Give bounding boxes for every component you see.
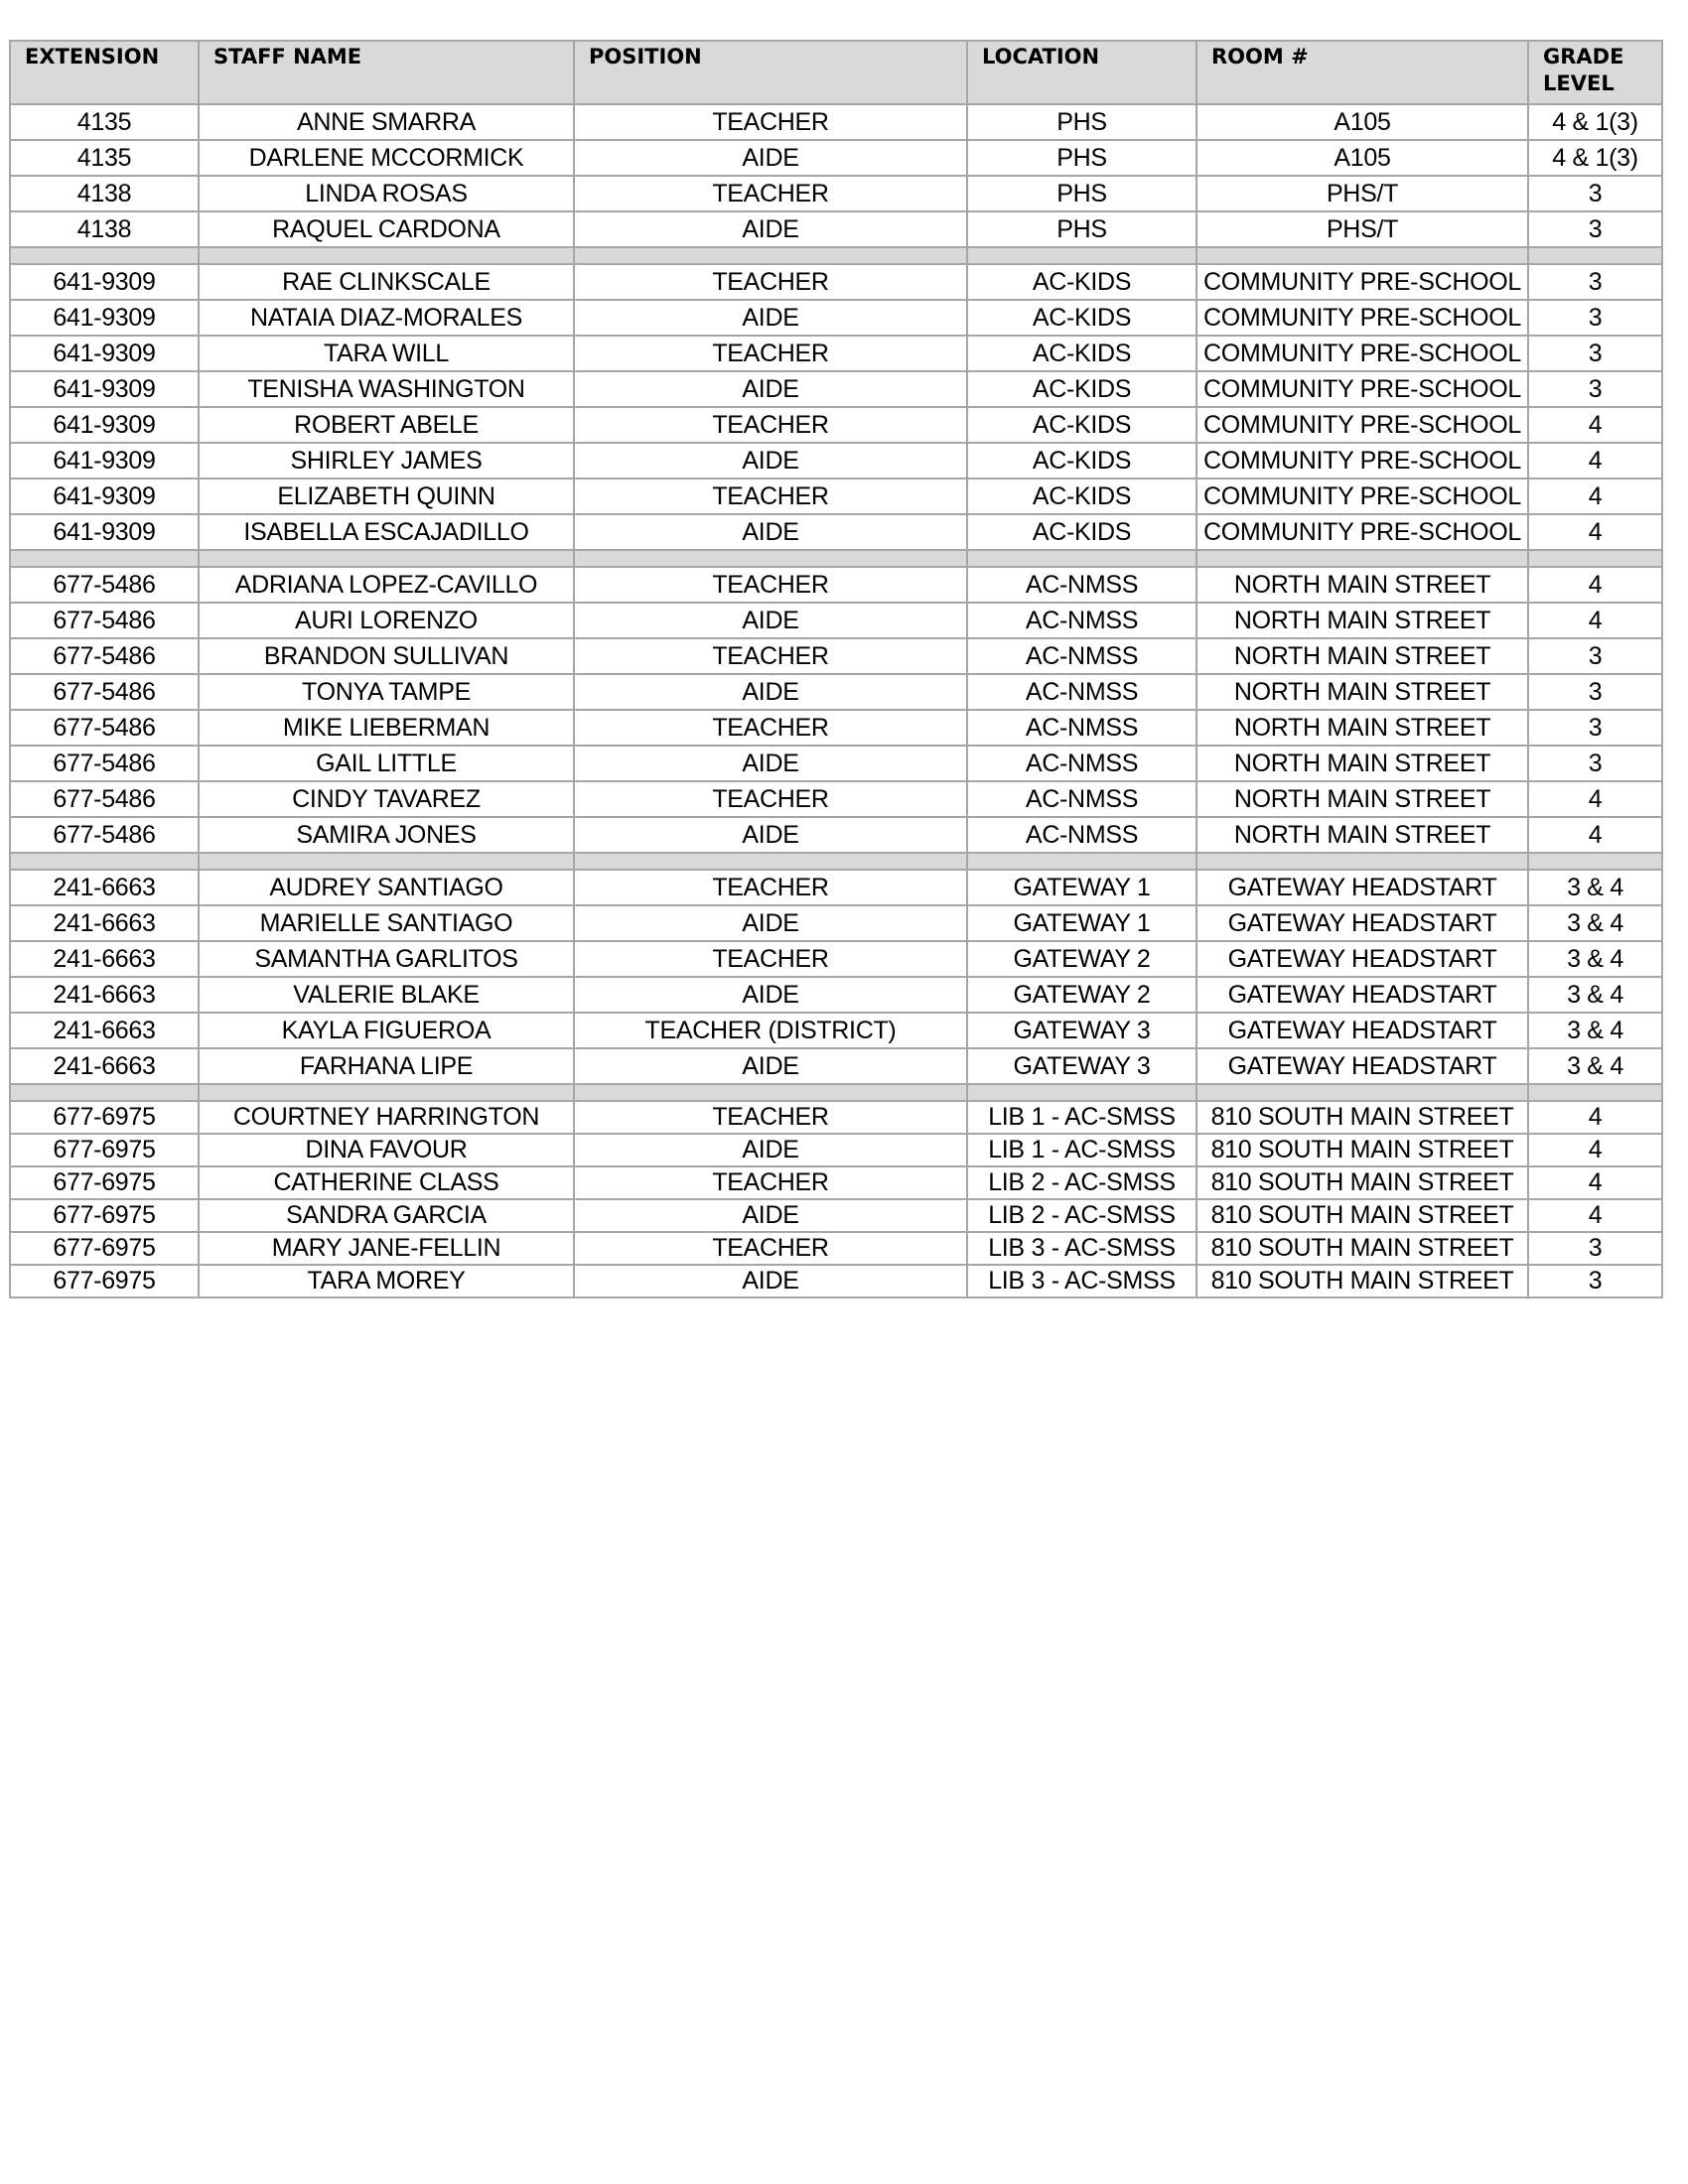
cell-staff-name: ROBERT ABELE: [199, 407, 574, 443]
cell-extension: 677-5486: [10, 746, 199, 781]
cell-location: GATEWAY 3: [967, 1048, 1196, 1084]
cell-grade-level: 3: [1528, 674, 1662, 710]
cell-extension: 641-9309: [10, 336, 199, 371]
cell-room: COMMUNITY PRE-SCHOOL: [1196, 478, 1528, 514]
group-separator: [10, 247, 1662, 264]
cell-staff-name: RAQUEL CARDONA: [199, 211, 574, 247]
cell-position: TEACHER: [574, 567, 967, 603]
cell-location: AC-KIDS: [967, 264, 1196, 300]
cell-room: GATEWAY HEADSTART: [1196, 941, 1528, 977]
cell-grade-level: 3: [1528, 638, 1662, 674]
cell-room: 810 SOUTH MAIN STREET: [1196, 1134, 1528, 1166]
cell-staff-name: TONYA TAMPE: [199, 674, 574, 710]
cell-extension: 677-6975: [10, 1101, 199, 1134]
table-row: [10, 603, 1662, 638]
header-location: LOCATION: [967, 41, 1196, 104]
cell-location: GATEWAY 1: [967, 870, 1196, 905]
cell-room: NORTH MAIN STREET: [1196, 567, 1528, 603]
table-row: [10, 371, 1662, 407]
cell-position: TEACHER: [574, 870, 967, 905]
cell-staff-name: SANDRA GARCIA: [199, 1199, 574, 1232]
cell-staff-name: ELIZABETH QUINN: [199, 478, 574, 514]
cell-position: TEACHER: [574, 104, 967, 140]
cell-room: NORTH MAIN STREET: [1196, 781, 1528, 817]
cell-room: A105: [1196, 104, 1528, 140]
cell-room: GATEWAY HEADSTART: [1196, 1048, 1528, 1084]
separator-cell: [574, 853, 967, 870]
cell-extension: 677-5486: [10, 567, 199, 603]
cell-extension: 677-5486: [10, 603, 199, 638]
cell-staff-name: ADRIANA LOPEZ-CAVILLO: [199, 567, 574, 603]
cell-grade-level: 3: [1528, 211, 1662, 247]
cell-extension: 677-5486: [10, 710, 199, 746]
cell-location: AC-KIDS: [967, 300, 1196, 336]
cell-staff-name: CINDY TAVAREZ: [199, 781, 574, 817]
table-row: [10, 1199, 1662, 1232]
cell-staff-name: TENISHA WASHINGTON: [199, 371, 574, 407]
table-row: [10, 104, 1662, 140]
cell-room: PHS/T: [1196, 211, 1528, 247]
cell-extension: 4138: [10, 211, 199, 247]
table-body: [10, 104, 1662, 1297]
cell-staff-name: AUDREY SANTIAGO: [199, 870, 574, 905]
cell-position: TEACHER: [574, 781, 967, 817]
separator-cell: [1528, 550, 1662, 567]
separator-cell: [967, 853, 1196, 870]
header-row: [10, 41, 1662, 104]
table-row: [10, 140, 1662, 176]
cell-extension: 4135: [10, 104, 199, 140]
cell-staff-name: FARHANA LIPE: [199, 1048, 574, 1084]
cell-location: AC-NMSS: [967, 781, 1196, 817]
separator-cell: [574, 1084, 967, 1101]
cell-extension: 677-5486: [10, 817, 199, 853]
separator-cell: [574, 550, 967, 567]
cell-staff-name: AURI LORENZO: [199, 603, 574, 638]
separator-cell: [1528, 247, 1662, 264]
cell-position: TEACHER: [574, 264, 967, 300]
cell-grade-level: 4: [1528, 514, 1662, 550]
cell-location: AC-KIDS: [967, 371, 1196, 407]
cell-grade-level: 3 & 4: [1528, 870, 1662, 905]
cell-extension: 4135: [10, 140, 199, 176]
cell-staff-name: VALERIE BLAKE: [199, 977, 574, 1013]
table-row: [10, 1101, 1662, 1134]
cell-grade-level: 4: [1528, 478, 1662, 514]
cell-staff-name: DARLENE MCCORMICK: [199, 140, 574, 176]
separator-cell: [967, 550, 1196, 567]
cell-location: LIB 2 - AC-SMSS: [967, 1166, 1196, 1199]
cell-position: AIDE: [574, 140, 967, 176]
group-separator: [10, 1084, 1662, 1101]
separator-cell: [1196, 550, 1528, 567]
cell-extension: 641-9309: [10, 514, 199, 550]
cell-position: AIDE: [574, 1134, 967, 1166]
table-row: [10, 336, 1662, 371]
cell-position: AIDE: [574, 211, 967, 247]
cell-grade-level: 3: [1528, 746, 1662, 781]
separator-cell: [199, 853, 574, 870]
cell-location: LIB 1 - AC-SMSS: [967, 1101, 1196, 1134]
table-row: [10, 1166, 1662, 1199]
cell-staff-name: RAE CLINKSCALE: [199, 264, 574, 300]
separator-cell: [1196, 853, 1528, 870]
cell-extension: 4138: [10, 176, 199, 211]
cell-extension: 677-5486: [10, 674, 199, 710]
cell-grade-level: 3: [1528, 264, 1662, 300]
cell-staff-name: MARIELLE SANTIAGO: [199, 905, 574, 941]
table-row: [10, 407, 1662, 443]
cell-grade-level: 3: [1528, 336, 1662, 371]
separator-cell: [10, 1084, 199, 1101]
cell-staff-name: SAMIRA JONES: [199, 817, 574, 853]
cell-location: AC-KIDS: [967, 514, 1196, 550]
cell-room: COMMUNITY PRE-SCHOOL: [1196, 300, 1528, 336]
cell-location: AC-KIDS: [967, 443, 1196, 478]
cell-location: AC-NMSS: [967, 817, 1196, 853]
cell-position: TEACHER: [574, 478, 967, 514]
cell-location: LIB 1 - AC-SMSS: [967, 1134, 1196, 1166]
cell-room: NORTH MAIN STREET: [1196, 710, 1528, 746]
cell-staff-name: NATAIA DIAZ-MORALES: [199, 300, 574, 336]
cell-grade-level: 4: [1528, 407, 1662, 443]
cell-location: AC-NMSS: [967, 746, 1196, 781]
cell-grade-level: 4 & 1(3): [1528, 104, 1662, 140]
cell-location: AC-NMSS: [967, 710, 1196, 746]
cell-position: TEACHER: [574, 336, 967, 371]
group-separator: [10, 853, 1662, 870]
cell-grade-level: 3 & 4: [1528, 1013, 1662, 1048]
cell-extension: 677-6975: [10, 1265, 199, 1297]
cell-extension: 641-9309: [10, 407, 199, 443]
cell-location: GATEWAY 1: [967, 905, 1196, 941]
cell-location: AC-KIDS: [967, 407, 1196, 443]
table-row: [10, 443, 1662, 478]
separator-cell: [10, 550, 199, 567]
cell-staff-name: KAYLA FIGUEROA: [199, 1013, 574, 1048]
cell-room: GATEWAY HEADSTART: [1196, 1013, 1528, 1048]
table-row: [10, 674, 1662, 710]
cell-room: GATEWAY HEADSTART: [1196, 977, 1528, 1013]
cell-room: PHS/T: [1196, 176, 1528, 211]
cell-room: NORTH MAIN STREET: [1196, 603, 1528, 638]
cell-position: AIDE: [574, 1199, 967, 1232]
table-row: [10, 870, 1662, 905]
cell-staff-name: ANNE SMARRA: [199, 104, 574, 140]
cell-grade-level: 3: [1528, 710, 1662, 746]
cell-staff-name: SAMANTHA GARLITOS: [199, 941, 574, 977]
cell-room: COMMUNITY PRE-SCHOOL: [1196, 407, 1528, 443]
cell-staff-name: TARA MOREY: [199, 1265, 574, 1297]
cell-grade-level: 3: [1528, 1265, 1662, 1297]
cell-location: PHS: [967, 176, 1196, 211]
separator-cell: [199, 550, 574, 567]
cell-grade-level: 3: [1528, 1232, 1662, 1265]
table-row: [10, 1048, 1662, 1084]
cell-extension: 241-6663: [10, 941, 199, 977]
cell-position: TEACHER: [574, 1166, 967, 1199]
cell-room: 810 SOUTH MAIN STREET: [1196, 1101, 1528, 1134]
cell-extension: 641-9309: [10, 264, 199, 300]
cell-staff-name: MARY JANE-FELLIN: [199, 1232, 574, 1265]
cell-grade-level: 4: [1528, 1166, 1662, 1199]
table-row: [10, 211, 1662, 247]
table-row: [10, 1013, 1662, 1048]
cell-extension: 677-6975: [10, 1199, 199, 1232]
cell-location: LIB 3 - AC-SMSS: [967, 1265, 1196, 1297]
cell-staff-name: LINDA ROSAS: [199, 176, 574, 211]
cell-extension: 641-9309: [10, 478, 199, 514]
cell-room: 810 SOUTH MAIN STREET: [1196, 1232, 1528, 1265]
table-row: [10, 977, 1662, 1013]
separator-cell: [967, 247, 1196, 264]
cell-position: TEACHER: [574, 941, 967, 977]
header-room: ROOM #: [1196, 41, 1528, 104]
separator-cell: [10, 853, 199, 870]
cell-location: PHS: [967, 104, 1196, 140]
table-row: [10, 710, 1662, 746]
cell-position: TEACHER: [574, 407, 967, 443]
separator-cell: [1196, 247, 1528, 264]
table-row: [10, 567, 1662, 603]
separator-cell: [1196, 1084, 1528, 1101]
cell-location: AC-KIDS: [967, 336, 1196, 371]
header-position: POSITION: [574, 41, 967, 104]
cell-position: TEACHER (DISTRICT): [574, 1013, 967, 1048]
cell-location: GATEWAY 2: [967, 941, 1196, 977]
cell-position: AIDE: [574, 300, 967, 336]
staff-directory-table: [9, 40, 1663, 1298]
separator-cell: [1528, 853, 1662, 870]
cell-grade-level: 4: [1528, 781, 1662, 817]
cell-position: AIDE: [574, 443, 967, 478]
table-row: [10, 746, 1662, 781]
cell-room: NORTH MAIN STREET: [1196, 674, 1528, 710]
cell-grade-level: 3 & 4: [1528, 905, 1662, 941]
cell-room: 810 SOUTH MAIN STREET: [1196, 1265, 1528, 1297]
cell-grade-level: 4: [1528, 603, 1662, 638]
table-row: [10, 905, 1662, 941]
cell-location: GATEWAY 3: [967, 1013, 1196, 1048]
cell-room: COMMUNITY PRE-SCHOOL: [1196, 264, 1528, 300]
cell-position: AIDE: [574, 1265, 967, 1297]
table-row: [10, 1134, 1662, 1166]
header-staff-name: STAFF NAME: [199, 41, 574, 104]
header-extension: EXTENSION: [10, 41, 199, 104]
cell-position: AIDE: [574, 1048, 967, 1084]
cell-staff-name: COURTNEY HARRINGTON: [199, 1101, 574, 1134]
cell-grade-level: 4: [1528, 817, 1662, 853]
cell-extension: 241-6663: [10, 870, 199, 905]
cell-extension: 241-6663: [10, 1048, 199, 1084]
group-separator: [10, 550, 1662, 567]
table-row: [10, 638, 1662, 674]
cell-extension: 241-6663: [10, 977, 199, 1013]
cell-staff-name: MIKE LIEBERMAN: [199, 710, 574, 746]
cell-extension: 677-5486: [10, 638, 199, 674]
cell-extension: 241-6663: [10, 905, 199, 941]
cell-grade-level: 3: [1528, 300, 1662, 336]
cell-staff-name: DINA FAVOUR: [199, 1134, 574, 1166]
cell-position: AIDE: [574, 603, 967, 638]
cell-position: TEACHER: [574, 638, 967, 674]
separator-cell: [199, 1084, 574, 1101]
cell-grade-level: 4: [1528, 1101, 1662, 1134]
cell-grade-level: 4 & 1(3): [1528, 140, 1662, 176]
cell-room: NORTH MAIN STREET: [1196, 746, 1528, 781]
cell-extension: 677-6975: [10, 1232, 199, 1265]
cell-extension: 641-9309: [10, 300, 199, 336]
cell-extension: 677-6975: [10, 1166, 199, 1199]
separator-cell: [967, 1084, 1196, 1101]
table-row: [10, 514, 1662, 550]
cell-staff-name: ISABELLA ESCAJADILLO: [199, 514, 574, 550]
cell-room: 810 SOUTH MAIN STREET: [1196, 1199, 1528, 1232]
cell-grade-level: 3: [1528, 371, 1662, 407]
cell-staff-name: CATHERINE CLASS: [199, 1166, 574, 1199]
cell-extension: 677-5486: [10, 781, 199, 817]
separator-cell: [199, 247, 574, 264]
cell-room: A105: [1196, 140, 1528, 176]
cell-grade-level: 4: [1528, 1199, 1662, 1232]
cell-staff-name: BRANDON SULLIVAN: [199, 638, 574, 674]
cell-grade-level: 4: [1528, 1134, 1662, 1166]
table-row: [10, 1232, 1662, 1265]
cell-location: AC-KIDS: [967, 478, 1196, 514]
table-row: [10, 817, 1662, 853]
table-row: [10, 941, 1662, 977]
cell-location: PHS: [967, 140, 1196, 176]
table-row: [10, 300, 1662, 336]
table-row: [10, 781, 1662, 817]
table-row: [10, 264, 1662, 300]
cell-room: COMMUNITY PRE-SCHOOL: [1196, 371, 1528, 407]
cell-room: COMMUNITY PRE-SCHOOL: [1196, 443, 1528, 478]
cell-room: NORTH MAIN STREET: [1196, 638, 1528, 674]
cell-staff-name: SHIRLEY JAMES: [199, 443, 574, 478]
cell-grade-level: 3: [1528, 176, 1662, 211]
cell-location: AC-NMSS: [967, 638, 1196, 674]
cell-extension: 641-9309: [10, 443, 199, 478]
cell-room: COMMUNITY PRE-SCHOOL: [1196, 336, 1528, 371]
cell-position: AIDE: [574, 905, 967, 941]
cell-location: LIB 3 - AC-SMSS: [967, 1232, 1196, 1265]
cell-extension: 241-6663: [10, 1013, 199, 1048]
cell-room: GATEWAY HEADSTART: [1196, 870, 1528, 905]
cell-extension: 641-9309: [10, 371, 199, 407]
cell-position: TEACHER: [574, 1101, 967, 1134]
table-row: [10, 1265, 1662, 1297]
cell-extension: 677-6975: [10, 1134, 199, 1166]
header-grade-level: GRADE LEVEL: [1528, 41, 1662, 104]
cell-room: 810 SOUTH MAIN STREET: [1196, 1166, 1528, 1199]
cell-position: AIDE: [574, 817, 967, 853]
cell-position: TEACHER: [574, 710, 967, 746]
cell-staff-name: TARA WILL: [199, 336, 574, 371]
cell-location: AC-NMSS: [967, 567, 1196, 603]
separator-cell: [10, 247, 199, 264]
cell-position: AIDE: [574, 977, 967, 1013]
cell-position: AIDE: [574, 674, 967, 710]
cell-position: AIDE: [574, 514, 967, 550]
cell-location: PHS: [967, 211, 1196, 247]
cell-grade-level: 3 & 4: [1528, 941, 1662, 977]
table-row: [10, 478, 1662, 514]
cell-grade-level: 3 & 4: [1528, 977, 1662, 1013]
cell-room: GATEWAY HEADSTART: [1196, 905, 1528, 941]
cell-room: COMMUNITY PRE-SCHOOL: [1196, 514, 1528, 550]
cell-grade-level: 3 & 4: [1528, 1048, 1662, 1084]
cell-location: GATEWAY 2: [967, 977, 1196, 1013]
cell-room: NORTH MAIN STREET: [1196, 817, 1528, 853]
cell-location: LIB 2 - AC-SMSS: [967, 1199, 1196, 1232]
separator-cell: [1528, 1084, 1662, 1101]
cell-position: TEACHER: [574, 176, 967, 211]
cell-grade-level: 4: [1528, 567, 1662, 603]
cell-grade-level: 4: [1528, 443, 1662, 478]
cell-position: AIDE: [574, 746, 967, 781]
cell-staff-name: GAIL LITTLE: [199, 746, 574, 781]
cell-location: AC-NMSS: [967, 674, 1196, 710]
cell-location: AC-NMSS: [967, 603, 1196, 638]
table-row: [10, 176, 1662, 211]
cell-position: AIDE: [574, 371, 967, 407]
separator-cell: [574, 247, 967, 264]
cell-position: TEACHER: [574, 1232, 967, 1265]
